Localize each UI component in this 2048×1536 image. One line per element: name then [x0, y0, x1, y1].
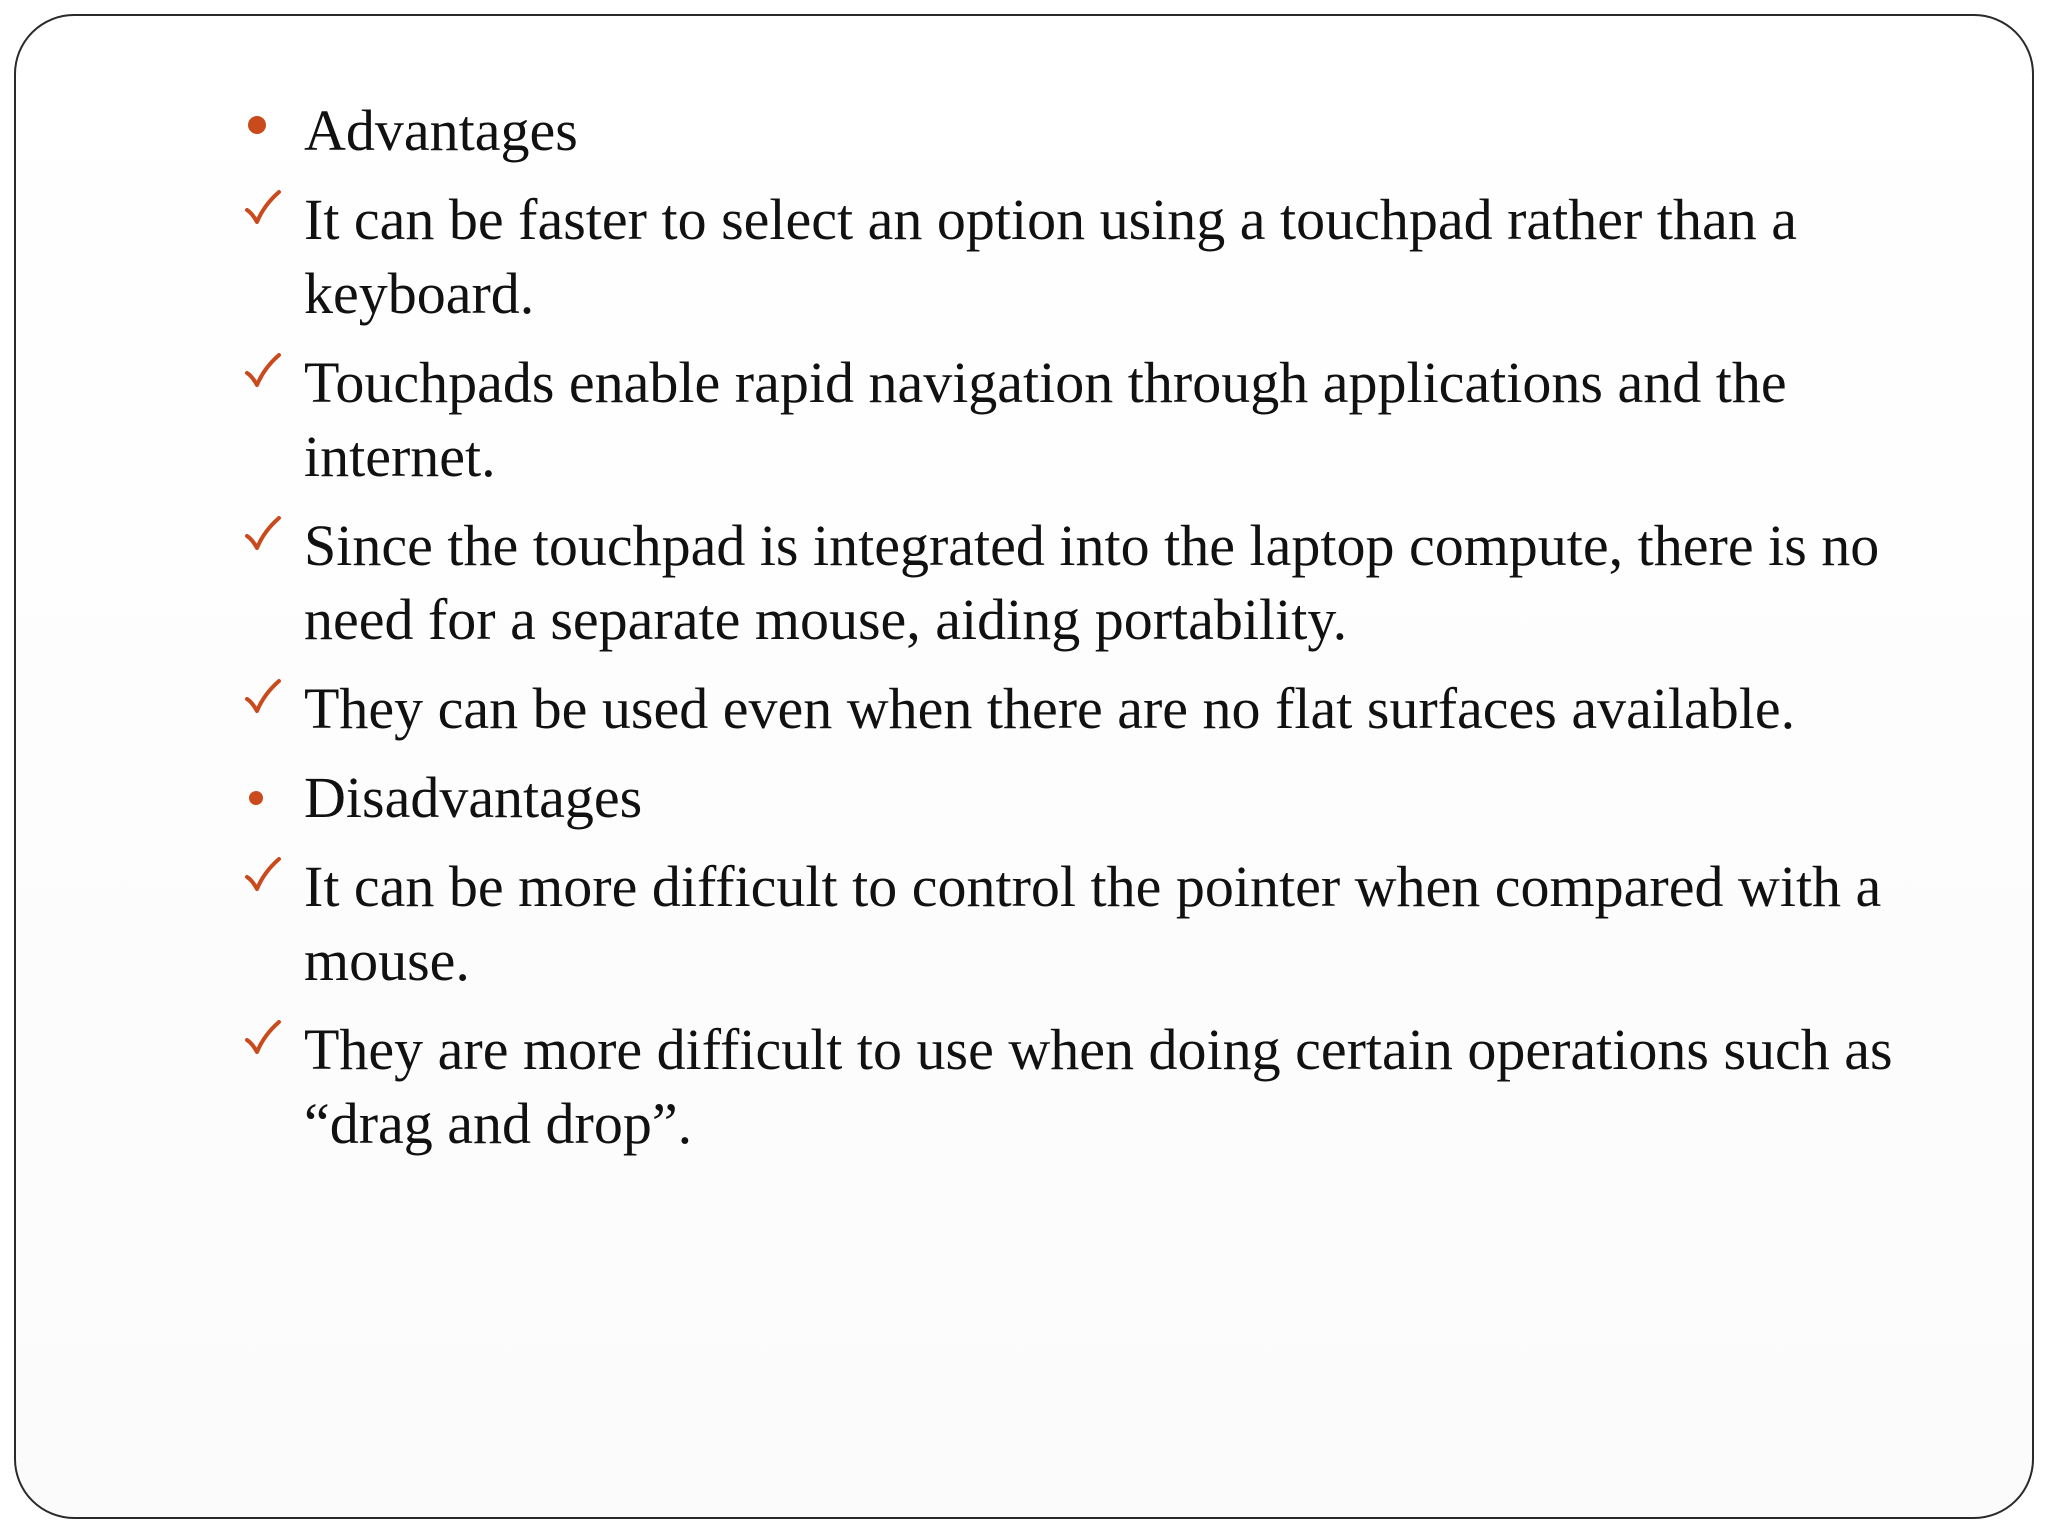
list-item: [244, 183, 1944, 331]
list-item: [244, 672, 1944, 746]
checkmark-icon: [244, 850, 284, 924]
list-item: [244, 850, 1944, 998]
item-text: They are more difficult to use when doing certain operations such as “drag and drop”.: [304, 1017, 1893, 1156]
checkmark-icon: [244, 509, 284, 583]
checkmark-icon: [244, 346, 284, 420]
item-text: Touchpads enable rapid navigation through applications and the internet.: [304, 350, 1787, 489]
bullet-list: [244, 94, 1944, 1176]
checkmark-icon: [244, 1013, 284, 1087]
item-text: Since the touchpad is integrated into the laptop compute, there is no need for a separate mouse, aiding portability.: [304, 513, 1880, 652]
bullet-dot-icon: [244, 761, 284, 835]
list-item: [244, 346, 1944, 494]
list-item-advantages-heading: [244, 94, 1944, 168]
checkmark-icon: [244, 183, 284, 257]
item-text: Advantages: [304, 98, 578, 163]
item-text: It can be faster to select an option using a touchpad rather than a keyboard.: [304, 187, 1797, 326]
slide-frame: [14, 14, 2034, 1519]
list-item-disadvantages-heading: [244, 761, 1944, 835]
list-item: [244, 1013, 1944, 1161]
checkmark-icon: [244, 672, 284, 746]
item-text: Disadvantages: [304, 765, 643, 830]
list-item: [244, 509, 1944, 657]
item-text: They can be used even when there are no flat surfaces available.: [304, 676, 1796, 741]
item-text: It can be more difficult to control the pointer when compared with a mouse.: [304, 854, 1882, 993]
bullet-dot-icon: [244, 94, 284, 168]
